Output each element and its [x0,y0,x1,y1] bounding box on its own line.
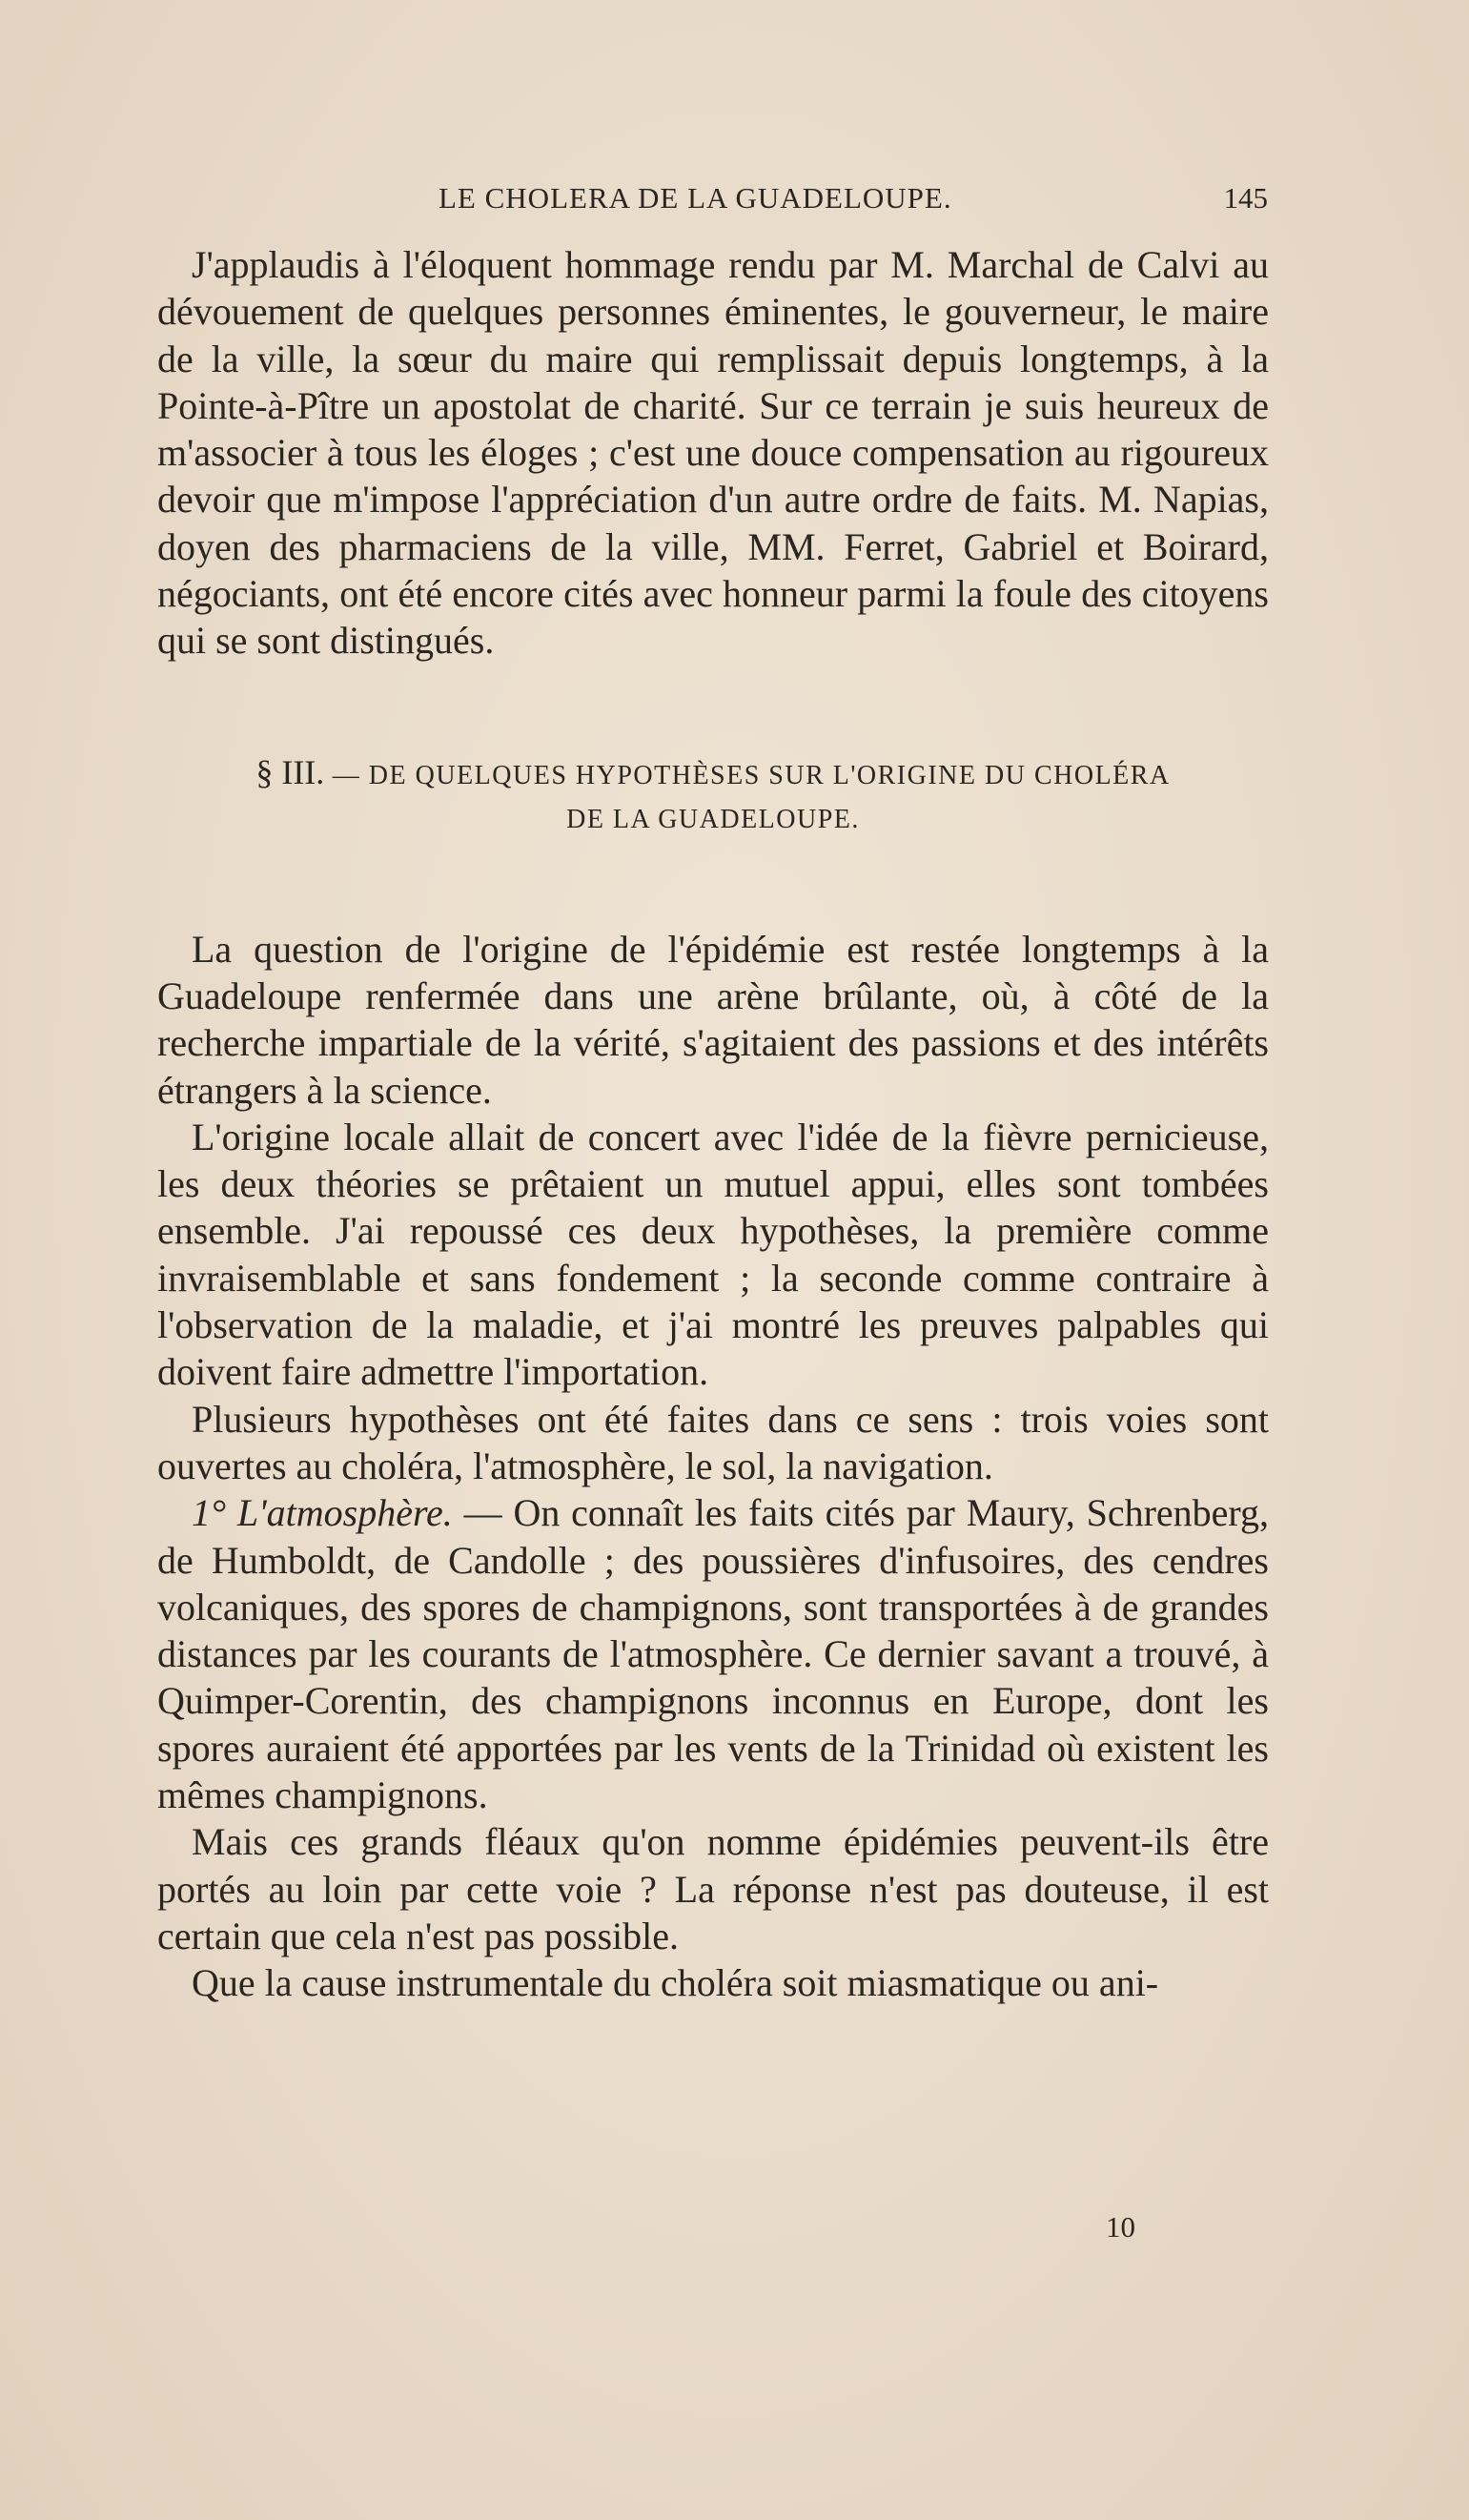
atmosphere-paragraph [157,1489,1269,1818]
paragraph: L'origine locale allait de concert avec l'idée de la fièvre pernicieuse, les deux théories se prêtaient un mutuel appui, elles sont tombées ensemble. J'ai repoussé ces deux hypothèses, la première comme invraisemblable et sans fondement ; la seconde comme contraire à l'observation de la maladie, et j'ai montré les preuves palpables qui doivent faire admettre l'importation. [157,1115,1269,1394]
section-heading [157,750,1269,842]
page-body [157,241,1269,2007]
section-spacer [157,842,1269,926]
paragraph: Que la cause instrumentale du choléra soit miasmatique ou ani- [192,1961,1159,2005]
signature-mark: 10 [1106,2210,1135,2243]
atmosphere-label: 1° L'atmosphère. [192,1491,453,1535]
running-title: LE CHOLERA DE LA GUADELOUPE. [439,181,952,215]
section-title-line1: — DE QUELQUES HYPOTHÈSES SUR L'ORIGINE DU CHOLÉRA [332,760,1171,790]
paragraph: J'applaudis à l'éloquent hommage rendu par M. Marchal de Calvi au dévouement de quelques personnes éminentes, le gouverneur, le maire de la ville, la sœur du maire qui remplissait depuis longtemps, à la Pointe-à-Pître un apostolat de charité. Sur ce terrain je suis heureux de m'associer à tous les éloges ; c'est une douce compensation au rigoureux devoir que m'impose l'appréciation d'un autre ordre de faits. M. Napias, doyen des pharmaciens de la ville, MM. Ferret, Gabriel et Boirard, négociants, ont été encore cités avec honneur parmi la foule des citoyens qui se sont distingués. [157,243,1269,663]
paragraph: La question de l'origine de l'épidémie est restée longtemps à la Guadeloupe renfermée dans une arène brûlante, où, à côté de la recherche impartiale de la vérité, s'agitaient des passions et des intérêts étrangers à la science. [157,927,1269,1112]
paragraph: Plusieurs hypothèses ont été faites dans ce sens : trois voies sont ouvertes au choléra, l'atmosphère, le sol, la navigation. [157,1397,1269,1487]
paragraph: Mais ces grands fléaux qu'on nomme épidémies peuvent-ils être portés au loin par cette voie ? La réponse n'est pas douteuse, il est certain que cela n'est pas possible. [157,1820,1269,1957]
section-title-line2: DE LA GUADELOUPE. [566,804,860,834]
atmosphere-text: — On connaît les faits cités par Maury, Schrenberg, de Humboldt, de Candolle ; des poussières d'infusoires, des cendres volcaniques, des spores de champignons, sont transportées à de grandes distances par les courants de l'atmosphère. Ce dernier savant a trouvé, à Quimper-Corentin, des champignons inconnus en Europe, dont les spores auraient été apportées par les vents de la Trinidad où existent les mêmes champignons. [157,1491,1269,1817]
section-number: § III. [255,752,325,791]
page-number: 145 [1223,181,1268,215]
page-header [162,181,1268,229]
